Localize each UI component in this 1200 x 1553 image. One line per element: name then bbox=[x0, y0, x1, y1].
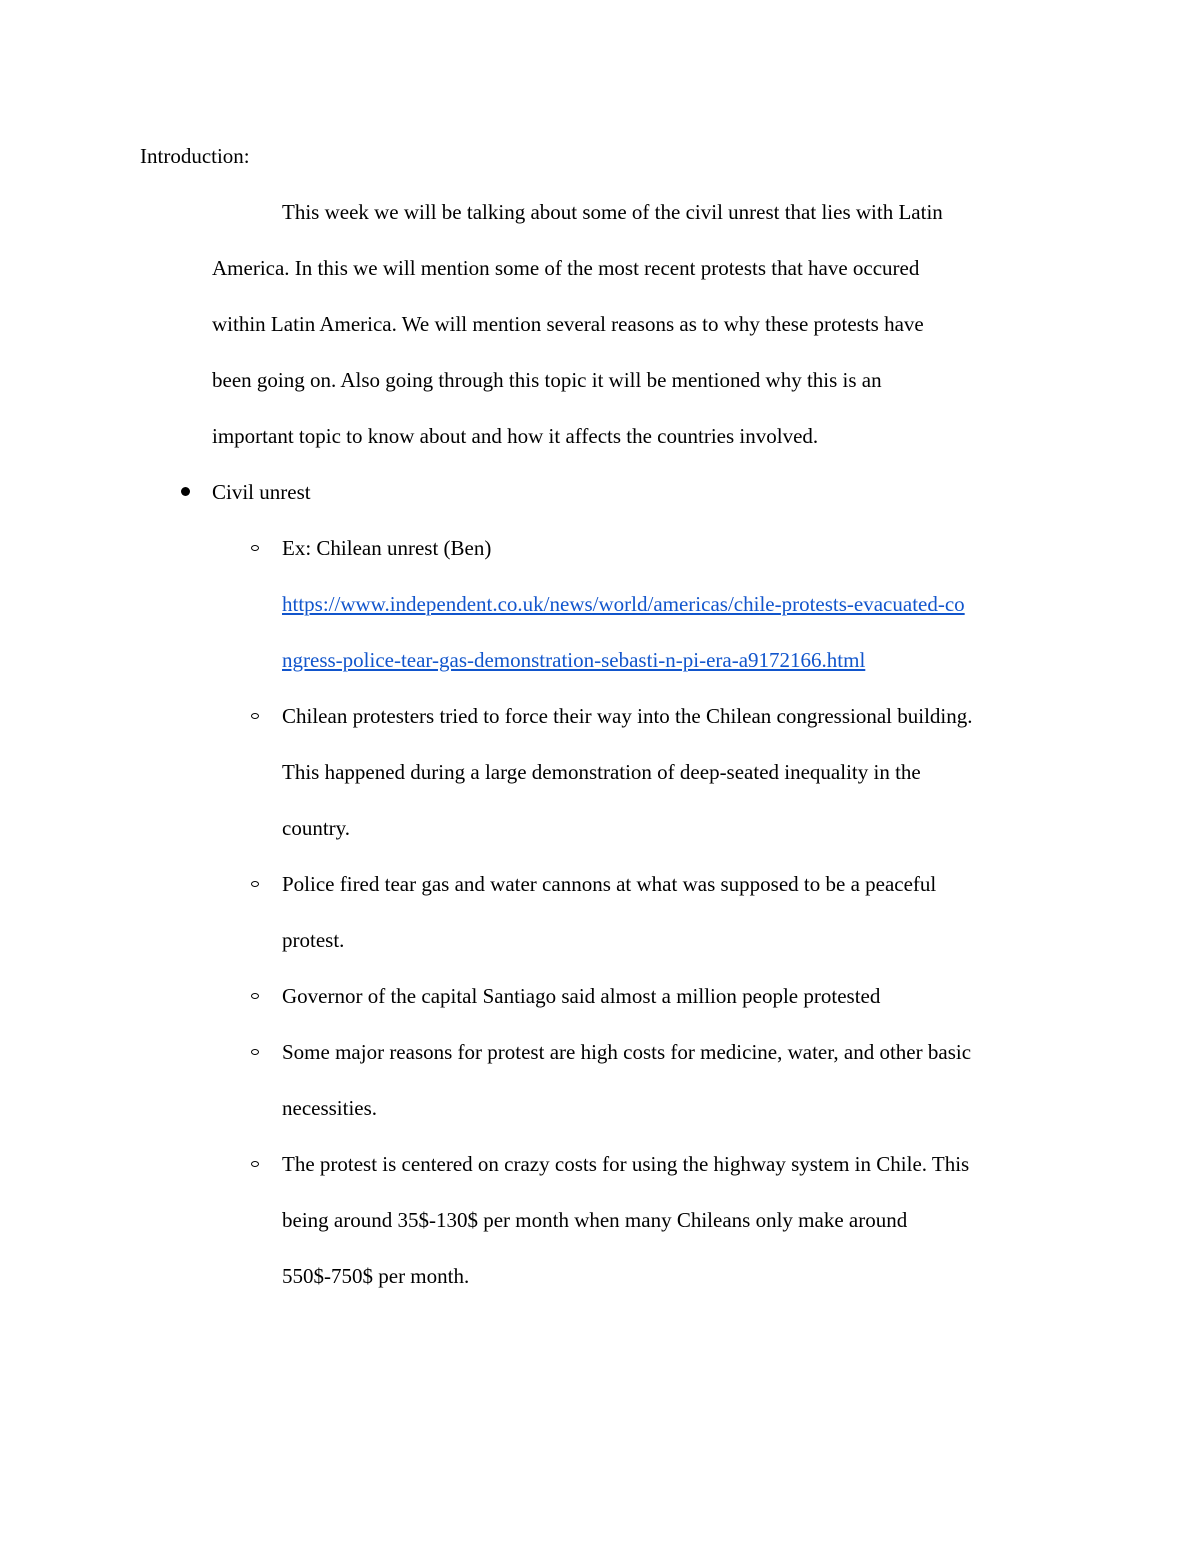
sub-item-text: Police fired tear gas and water cannons at what was supposed to be a peaceful bbox=[282, 872, 937, 896]
bullet-item-civil-unrest: Civil unrest bbox=[212, 480, 311, 504]
sub-item-text: The protest is centered on crazy costs for using the highway system in Chile. This bbox=[282, 1152, 970, 1176]
intro-paragraph-line: important topic to know about and how it affects the countries involved. bbox=[212, 424, 819, 448]
sub-item-text: protest. bbox=[282, 928, 345, 952]
circle-bullet-icon bbox=[251, 545, 259, 551]
sub-item-text: Governor of the capital Santiago said almost a million people protested bbox=[282, 984, 881, 1008]
sub-item-text: 550$-750$ per month. bbox=[282, 1264, 470, 1288]
circle-bullet-icon bbox=[251, 1049, 259, 1055]
intro-paragraph-line: within Latin America. We will mention several reasons as to why these protests have bbox=[212, 312, 924, 336]
sub-item-text: Chilean protesters tried to force their way into the Chilean congressional building. bbox=[282, 704, 973, 728]
circle-bullet-icon bbox=[251, 881, 259, 887]
section-heading: Introduction: bbox=[140, 144, 250, 168]
intro-paragraph-line: been going on. Also going through this topic it will be mentioned why this is an bbox=[212, 368, 882, 392]
intro-paragraph-line: This week we will be talking about some of the civil unrest that lies with Latin bbox=[282, 200, 943, 224]
intro-paragraph-line: America. In this we will mention some of the most recent protests that have occured bbox=[212, 256, 920, 280]
circle-bullet-icon bbox=[251, 993, 259, 999]
sub-item-text: being around 35$-130$ per month when many Chileans only make around bbox=[282, 1208, 908, 1232]
article-link-continued[interactable]: ngress-police-tear-gas-demonstration-sebasti-n-pi-era-a9172166.html bbox=[282, 648, 866, 672]
article-link[interactable]: https://www.independent.co.uk/news/world/americas/chile-protests-evacuated-co bbox=[282, 592, 965, 616]
sub-item-text: Some major reasons for protest are high costs for medicine, water, and other basic bbox=[282, 1040, 972, 1064]
sub-item-text: This happened during a large demonstration of deep-seated inequality in the bbox=[282, 760, 921, 784]
sub-item-text: Ex: Chilean unrest (Ben) bbox=[282, 536, 492, 560]
circle-bullet-icon bbox=[251, 1161, 259, 1167]
sub-item-text: country. bbox=[282, 816, 351, 840]
circle-bullet-icon bbox=[251, 713, 259, 719]
sub-item-text: necessities. bbox=[282, 1096, 378, 1120]
bullet-icon bbox=[181, 487, 190, 496]
